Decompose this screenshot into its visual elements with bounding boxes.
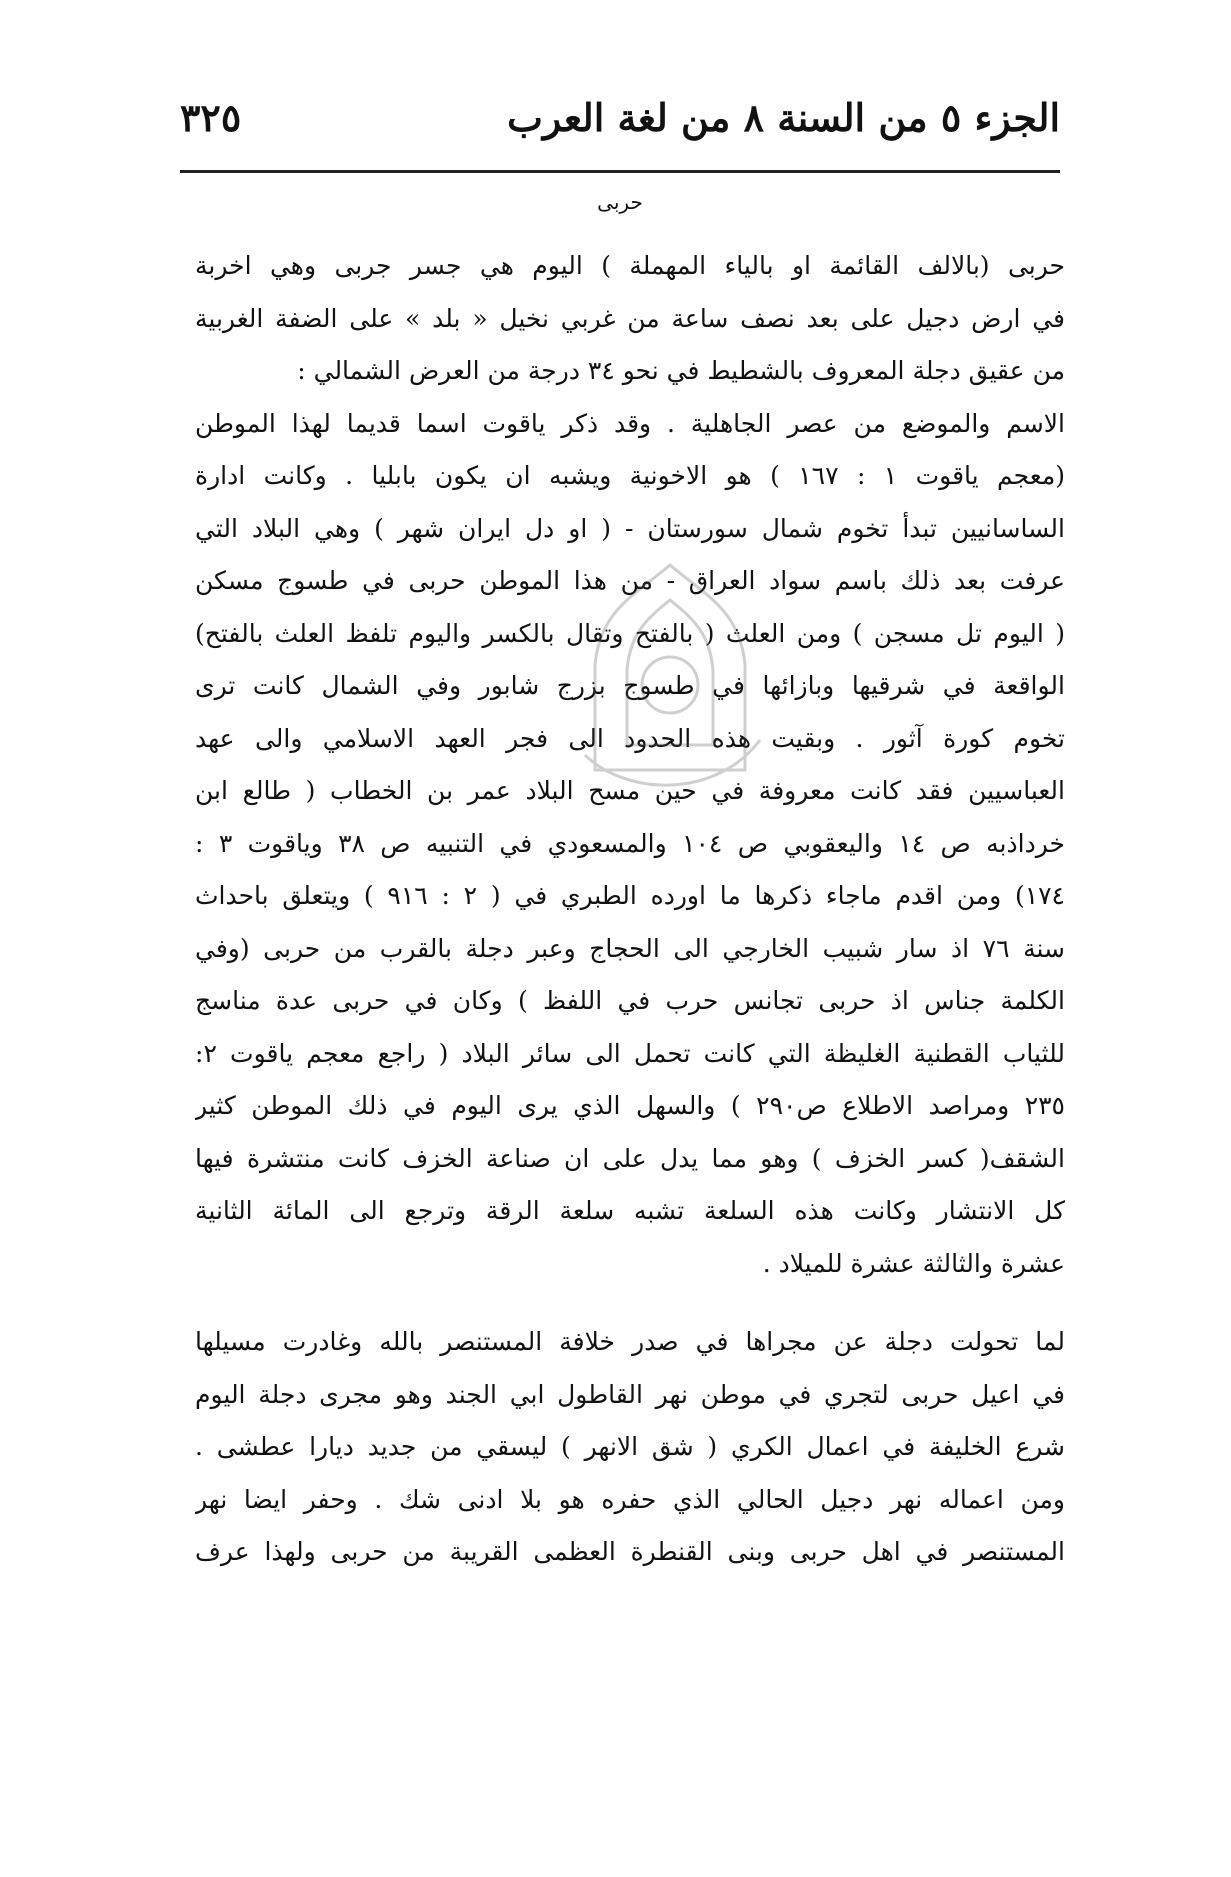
text-line: خرداذبه ص ١٤ واليعقوبي ص ١٠٤ والمسعودي في التنبيه ص ٣٨ وياقوت ٣ :	[195, 828, 1065, 858]
text-line: ٢٣٥ ومراصد الاطلاع ص٢٩٠ ) والسهل الذي يرى اليوم في ذلك الموطن كثير	[195, 1091, 1065, 1120]
text-line: شرع الخليفة في اعمال الكري ( شق الانهر ) ليسقي من جديد ديارا عطشى .	[195, 1432, 1065, 1461]
text-line: الشقف( كسر الخزف ) وهو مما يدل على ان صناعة الخزف كانت منتشرة فيها	[195, 1143, 1065, 1173]
text-line: الاسم والموضع من عصر الجاهلية . وقد ذكر ياقوت اسما قديما لهذا الموطن	[195, 408, 1065, 438]
section-title: حربى	[597, 190, 643, 214]
text-line: حربى (بالالف القائمة او بالياء المهملة ) اليوم هي جسر جربى وهي اخربة	[195, 251, 1065, 280]
text-line: للثياب القطنية الغليظة التي كانت تحمل الى سائر البلاد ( راجع معجم ياقوت ٢:	[195, 1038, 1065, 1068]
text-line: سنة ٧٦ اذ سار شبيب الخارجي الى الحجاج وعبر دجلة بالقرب من حربى (وفي	[195, 933, 1065, 963]
text-line: تخوم كورة آثور . وبقيت هذه الحدود الى فجر العهد الاسلامي والى عهد	[195, 723, 1065, 753]
text-line: عشرة والثالثة عشرة للميلاد .	[762, 1248, 1065, 1278]
text-line: لما تحولت دجلة عن مجراها في صدر خلافة المستنصر بالله وغادرت مسيلها	[195, 1327, 1065, 1356]
running-title: الجزء ٥ من السنة ٨ من لغة العرب	[507, 95, 1060, 140]
text-line: في ارض دجيل على بعد نصف ساعة من غربي نخيل « بلد » على الضفة الغربية	[195, 303, 1065, 333]
text-line: ومن اعماله نهر دجيل الحالي الذي حفره هو بلا ادنى شك . وحفر ايضا نهر	[195, 1484, 1065, 1514]
header-rule	[180, 170, 1060, 173]
text-line: الواقعة في شرقيها وبازائها في طسوج بزرج شابور وفي الشمال كانت ترى	[195, 671, 1065, 700]
running-header	[180, 95, 1060, 155]
text-line: الكلمة جناس اذ حربى تجانس حرب في اللفظ ) وكان في حربى عدة مناسج	[195, 986, 1065, 1015]
text-line: ١٧٤) ومن اقدم ماجاء ذكرها ما اورده الطبري في ( ٢ : ٩١٦ ) ويتعلق باحداث	[195, 881, 1065, 910]
text-line: كل الانتشار وكانت هذه السلعة تشبه سلعة الرقة وترجع الى المائة الثانية	[195, 1196, 1065, 1225]
body-text	[195, 240, 1065, 1579]
text-line: من عقيق دجلة المعروف بالشطيط في نحو ٣٤ درجة من العرض الشمالي :	[297, 356, 1065, 385]
text-line: العباسيين فقد كانت معروفة في حين مسح البلاد عمر بن الخطاب ( طالع ابن	[195, 776, 1065, 805]
paragraph-gap	[195, 1290, 1065, 1316]
text-line: (معجم ياقوت ١ : ١٦٧ ) هو الاخونية ويشبه ان يكون بابليا . وكانت ادارة	[195, 461, 1065, 490]
text-line: الساسانيين تبدأ تخوم شمال سورستان - ( او دل ايران شهر ) وهي البلاد التي	[195, 513, 1065, 543]
page-number: ٣٢٥	[180, 95, 242, 140]
text-line: المستنصر في اهل حربى وبنى القنطرة العظمى القريبة من حربى ولهذا عرف	[195, 1537, 1065, 1566]
text-line: عرفت بعد ذلك باسم سواد العراق - من هذا الموطن حربى في طسوج مسكن	[195, 566, 1065, 595]
text-line: في اعيل حربى لتجري في موطن نهر القاطول ابي الجند وهو مجرى دجلة اليوم	[195, 1379, 1065, 1409]
text-line: ( اليوم تل مسجن ) ومن العلث ( بالفتح وتقال بالكسر واليوم تلفظ العلث بالفتح)	[195, 618, 1065, 648]
